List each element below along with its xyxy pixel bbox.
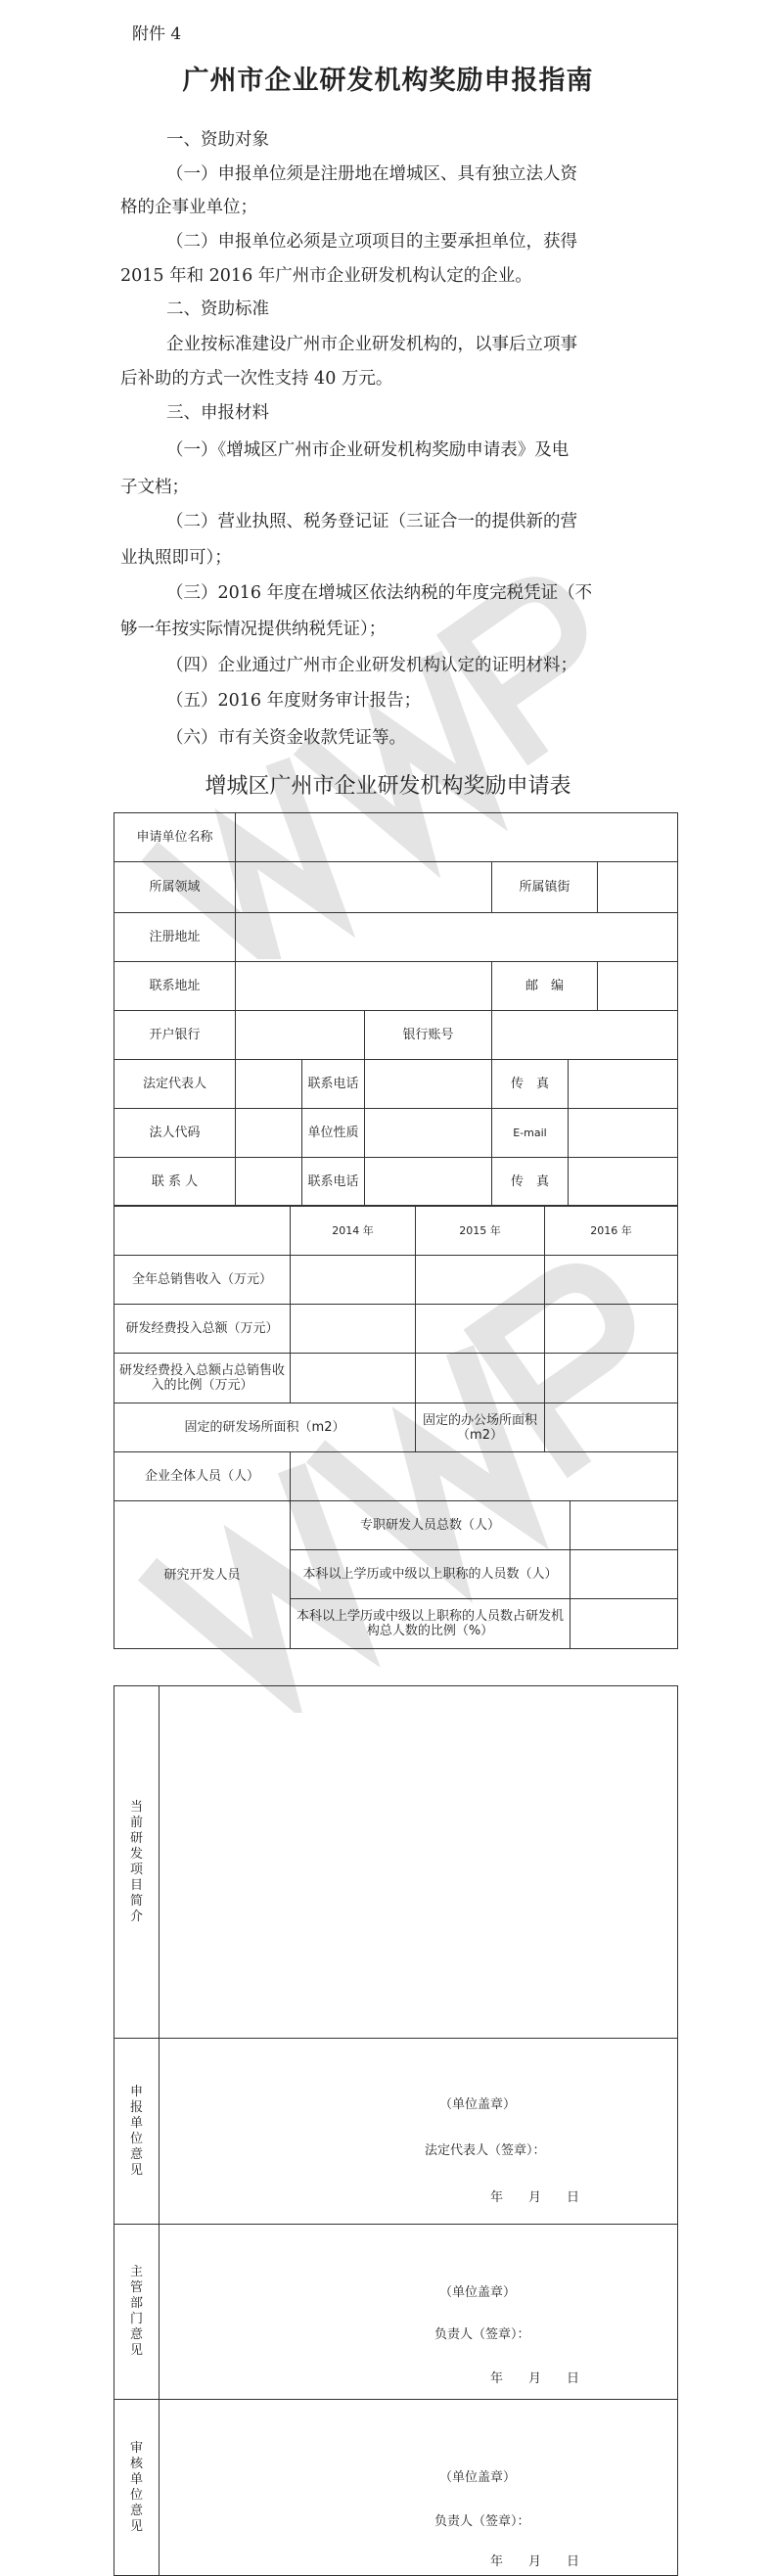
financial-table bbox=[114, 1205, 678, 1501]
legal-code-field[interactable] bbox=[236, 1109, 302, 1158]
bank-field[interactable] bbox=[236, 1011, 365, 1060]
empty-cell bbox=[114, 1206, 291, 1256]
paragraph-line: （二）申报单位必须是立项项目的主要承担单位，获得 bbox=[166, 232, 577, 252]
postcode-field[interactable] bbox=[598, 962, 678, 1011]
label-rd-ratio: 研发经费投入总额占总销售收入的比例（万元） bbox=[114, 1354, 291, 1403]
label-fax: 传 真 bbox=[492, 1060, 569, 1109]
applicant-opinion-field[interactable] bbox=[160, 2039, 678, 2225]
value-cell[interactable] bbox=[291, 1305, 416, 1354]
label-phone: 联系电话 bbox=[302, 1060, 365, 1109]
label-rd-staff-ratio: 本科以上学历或中级以上职称的人员数占研发机构总人数的比例（%） bbox=[291, 1599, 571, 1649]
paragraph-line: 够一年按实际情况提供纳税凭证）； bbox=[120, 620, 387, 639]
label-supervisor-opinion: 主管部门意见 bbox=[114, 2225, 160, 2400]
application-form-table bbox=[114, 812, 678, 1207]
paragraph-line: （一）《增城区广州市企业研发机构奖励申请表》及电 bbox=[166, 440, 570, 460]
label-office-area: 固定的办公场所面积（m2） bbox=[416, 1403, 545, 1452]
label-applicant-unit: 申请单位名称 bbox=[114, 813, 236, 862]
value-cell[interactable] bbox=[545, 1403, 678, 1452]
seal-label: （单位盖章） bbox=[439, 2097, 517, 2112]
unit-nature-field[interactable] bbox=[365, 1109, 492, 1158]
value-cell[interactable] bbox=[571, 1501, 678, 1550]
label-contact-person: 联 系 人 bbox=[114, 1158, 236, 1207]
paragraph-line: 企业按标准建设广州市企业研发机构的，以事后立项事 bbox=[166, 335, 577, 354]
label-email: E-mail bbox=[492, 1109, 569, 1158]
paragraph-line: 2015 年和 2016 年广州市企业研发机构认定的企业。 bbox=[120, 266, 532, 286]
table-row bbox=[114, 1158, 678, 1207]
email-field[interactable] bbox=[569, 1109, 678, 1158]
review-opinion-field[interactable] bbox=[160, 2400, 678, 2576]
paragraph-line: （三）2016 年度在增城区依法纳税的年度完税凭证（不 bbox=[166, 583, 593, 603]
table-row bbox=[114, 862, 678, 913]
label-total-staff: 企业全体人员（人） bbox=[114, 1452, 291, 1501]
label-review-opinion: 审核单位意见 bbox=[114, 2400, 160, 2576]
paragraph-line: （六）市有关资金收款凭证等。 bbox=[166, 728, 406, 748]
date-label: 年 月 日 bbox=[490, 2554, 580, 2569]
section-heading: 二、资助标准 bbox=[166, 299, 269, 319]
label-rd-staff-total: 专职研发人员总数（人） bbox=[291, 1501, 571, 1550]
phone-field[interactable] bbox=[365, 1060, 492, 1109]
label-unit-nature: 单位性质 bbox=[302, 1109, 365, 1158]
label-contact-address: 联系地址 bbox=[114, 962, 236, 1011]
table-row bbox=[114, 1109, 678, 1158]
supervisor-opinion-field[interactable] bbox=[160, 2225, 678, 2400]
label-industry: 所属领域 bbox=[114, 862, 236, 913]
paragraph-line: （五）2016 年度财务审计报告； bbox=[166, 691, 422, 711]
paragraph-line: （一）申报单位须是注册地在增城区、具有独立法人资 bbox=[166, 164, 577, 184]
paragraph-line: （二）营业执照、税务登记证（三证合一的提供新的营 bbox=[166, 512, 577, 531]
label-street: 所属镇街 bbox=[492, 862, 598, 913]
table-row bbox=[114, 1305, 678, 1354]
street-field[interactable] bbox=[598, 862, 678, 913]
year-header: 2014 年 bbox=[291, 1206, 416, 1256]
label-bank: 开户银行 bbox=[114, 1011, 236, 1060]
table-row bbox=[114, 1060, 678, 1109]
year-header: 2015 年 bbox=[416, 1206, 545, 1256]
section-heading: 三、申报材料 bbox=[166, 403, 269, 423]
table-row bbox=[114, 1256, 678, 1305]
signature-label: 法定代表人（签章）： bbox=[425, 2143, 546, 2158]
table-row bbox=[114, 1354, 678, 1403]
date-label: 年 月 日 bbox=[490, 2190, 580, 2205]
value-cell[interactable] bbox=[291, 1452, 678, 1501]
table-row bbox=[114, 2400, 678, 2576]
value-cell[interactable] bbox=[545, 1354, 678, 1403]
value-cell[interactable] bbox=[545, 1305, 678, 1354]
applicant-unit-field[interactable] bbox=[236, 813, 678, 862]
label-rd-site-area: 固定的研发场所面积（m2） bbox=[114, 1403, 416, 1452]
opinion-table bbox=[114, 1685, 678, 2576]
table-row bbox=[114, 1011, 678, 1060]
table-row bbox=[114, 1452, 678, 1501]
label-total-sales: 全年总销售收入（万元） bbox=[114, 1256, 291, 1305]
table-row bbox=[114, 1501, 678, 1550]
value-cell[interactable] bbox=[291, 1354, 416, 1403]
label-rd-input: 研发经费投入总额（万元） bbox=[114, 1305, 291, 1354]
reg-address-field[interactable] bbox=[236, 913, 678, 962]
rd-staff-table bbox=[114, 1500, 678, 1649]
fax-field[interactable] bbox=[569, 1060, 678, 1109]
contact-address-field[interactable] bbox=[236, 962, 492, 1011]
table-row bbox=[114, 2039, 678, 2225]
attachment-label: 附件 4 bbox=[132, 24, 182, 44]
table-row bbox=[114, 2225, 678, 2400]
label-reg-address: 注册地址 bbox=[114, 913, 236, 962]
section-heading: 一、资助对象 bbox=[166, 130, 269, 150]
value-cell[interactable] bbox=[545, 1256, 678, 1305]
project-intro-field[interactable] bbox=[160, 1686, 678, 2039]
label-rd-staff-bachelor: 本科以上学历或中级以上职称的人员数（人） bbox=[291, 1550, 571, 1599]
signature-label: 负责人（签章）： bbox=[434, 2514, 530, 2529]
value-cell[interactable] bbox=[571, 1550, 678, 1599]
value-cell[interactable] bbox=[416, 1305, 545, 1354]
form-title: 增城区广州市企业研发机构奖励申请表 bbox=[205, 774, 571, 799]
paragraph-line: 格的企事业单位； bbox=[120, 198, 257, 217]
date-label: 年 月 日 bbox=[490, 2371, 580, 2386]
bank-account-field[interactable] bbox=[492, 1011, 678, 1060]
fax-field[interactable] bbox=[569, 1158, 678, 1207]
signature-label: 负责人（签章）： bbox=[434, 2327, 530, 2342]
label-applicant-opinion: 申报单位意见 bbox=[114, 2039, 160, 2225]
value-cell[interactable] bbox=[571, 1599, 678, 1649]
value-cell[interactable] bbox=[416, 1354, 545, 1403]
label-project-intro: 当前研发项目简介 bbox=[114, 1686, 160, 2039]
label-fax: 传 真 bbox=[492, 1158, 569, 1207]
label-legal-rep: 法定代表人 bbox=[114, 1060, 236, 1109]
phone-field[interactable] bbox=[365, 1158, 492, 1207]
table-row bbox=[114, 813, 678, 862]
label-phone: 联系电话 bbox=[302, 1158, 365, 1207]
paragraph-line: （四）企业通过广州市企业研发机构认定的证明材料； bbox=[166, 656, 577, 675]
legal-rep-field[interactable] bbox=[236, 1060, 302, 1109]
paragraph-line: 后补助的方式一次性支持 40 万元。 bbox=[120, 369, 393, 389]
industry-field[interactable] bbox=[236, 862, 492, 913]
page-title: 广州市企业研发机构奖励申报指南 bbox=[182, 66, 594, 96]
paragraph-line: 子文档； bbox=[120, 478, 189, 497]
table-row bbox=[114, 962, 678, 1011]
contact-person-field[interactable] bbox=[236, 1158, 302, 1207]
label-legal-code: 法人代码 bbox=[114, 1109, 236, 1158]
label-bank-account: 银行账号 bbox=[365, 1011, 492, 1060]
label-rd-staff: 研究开发人员 bbox=[114, 1501, 291, 1649]
table-row bbox=[114, 1686, 678, 2039]
paragraph-line: 业执照即可）； bbox=[120, 548, 232, 568]
seal-label: （单位盖章） bbox=[439, 2285, 517, 2300]
table-row bbox=[114, 1403, 678, 1452]
table-row bbox=[114, 1206, 678, 1256]
table-row bbox=[114, 913, 678, 962]
label-postcode: 邮 编 bbox=[492, 962, 598, 1011]
year-header: 2016 年 bbox=[545, 1206, 678, 1256]
value-cell[interactable] bbox=[291, 1256, 416, 1305]
seal-label: （单位盖章） bbox=[439, 2470, 517, 2485]
value-cell[interactable] bbox=[416, 1256, 545, 1305]
